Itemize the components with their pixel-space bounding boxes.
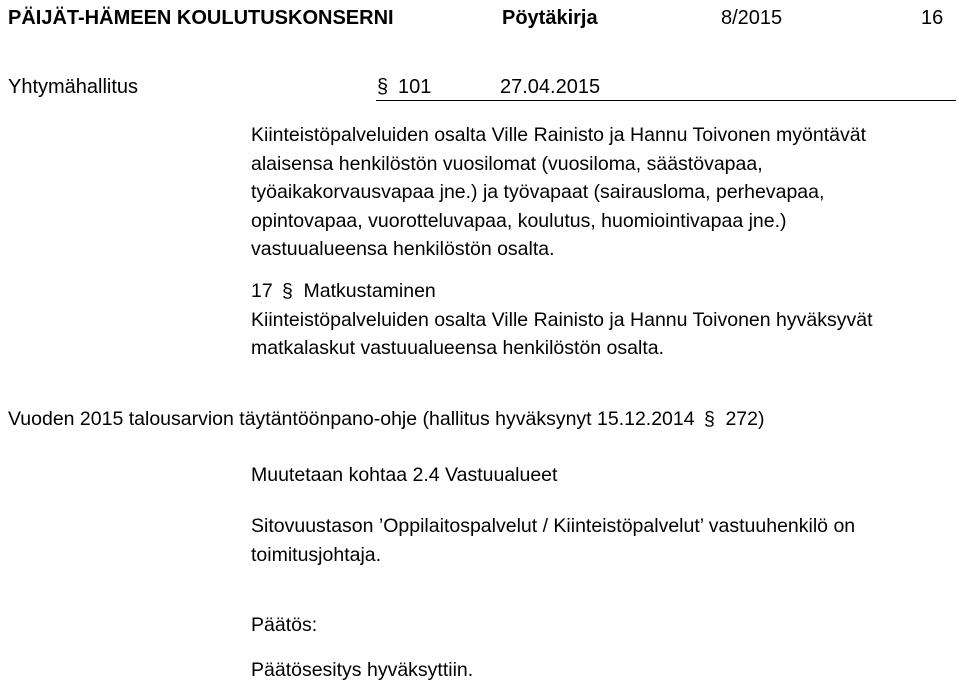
paragraph-line: vastuualueensa henkilöstön osalta. xyxy=(251,238,555,260)
section-sign-icon xyxy=(376,74,390,103)
paragraph-line: Kiinteistöpalveluiden osalta Ville Rainisto ja Hannu Toivonen hyväksyvät xyxy=(251,308,873,331)
decision-text: Päätösesitys hyväksyttiin. xyxy=(251,659,474,681)
paragraph-line: Kiinteistöpalveluiden osalta Ville Rainisto ja Hannu Toivonen myöntävät xyxy=(251,124,866,146)
document-type: Pöytäkirja xyxy=(502,7,598,29)
document-number: 8/2015 xyxy=(721,7,783,29)
header-divider xyxy=(376,100,956,101)
paragraph-travel xyxy=(251,277,873,363)
budget-section-ref: 272) xyxy=(725,408,765,430)
paragraph-line: toimitusjohtaja. xyxy=(251,543,382,566)
decision-text-block xyxy=(251,656,473,685)
svg-text:§: § xyxy=(704,408,715,429)
meeting-date: 27.04.2015 xyxy=(500,76,601,98)
paragraph-amend xyxy=(251,461,557,490)
paragraph-line: matkalaskut vastuualueensa henkilöstön osalta. xyxy=(251,337,665,359)
paragraph-line: Sitovuustason ’Oppilaitospalvelut / Kiinteistöpalvelut’ vastuuhenkilö on xyxy=(251,515,856,537)
paragraph-line: työaikakorvausvapaa jne.) ja työvapaat (sairausloma, perhevapaa, xyxy=(251,181,825,203)
organization-name: PÄIJÄT-HÄMEEN KOULUTUSKONSERNI xyxy=(8,7,394,29)
decision-label-block xyxy=(251,611,317,640)
paragraph-budget-guideline xyxy=(8,405,764,434)
paragraph-line: alaisensa henkilöstön vuosilomat (vuosiloma, säästövapaa, xyxy=(251,152,763,175)
svg-text:§: § xyxy=(282,280,293,301)
section-sign-icon xyxy=(280,279,296,301)
governing-body: Yhtymähallitus xyxy=(8,76,139,98)
section-sign-icon xyxy=(702,407,718,429)
paragraph-responsibility xyxy=(251,512,855,569)
svg-text:§: § xyxy=(377,76,389,98)
amend-text: Muutetaan kohtaa 2.4 Vastuualueet xyxy=(251,464,558,486)
section-number: 101 xyxy=(398,76,432,98)
budget-guideline-text: Vuoden 2015 talousarvion täytäntöönpano-ohje (hallitus hyväksynyt 15.12.2014 xyxy=(8,408,695,430)
travel-heading xyxy=(251,277,873,306)
travel-section-number: 17 xyxy=(251,280,273,302)
paragraph-line: opintovapaa, vuorotteluvapaa, koulutus, huomiointivapaa jne.) xyxy=(251,209,787,232)
decision-label: Päätös: xyxy=(251,614,318,636)
paragraph-vacations xyxy=(251,121,866,264)
page-number: 16 xyxy=(921,7,944,29)
travel-heading-text: Matkustaminen xyxy=(303,280,436,302)
